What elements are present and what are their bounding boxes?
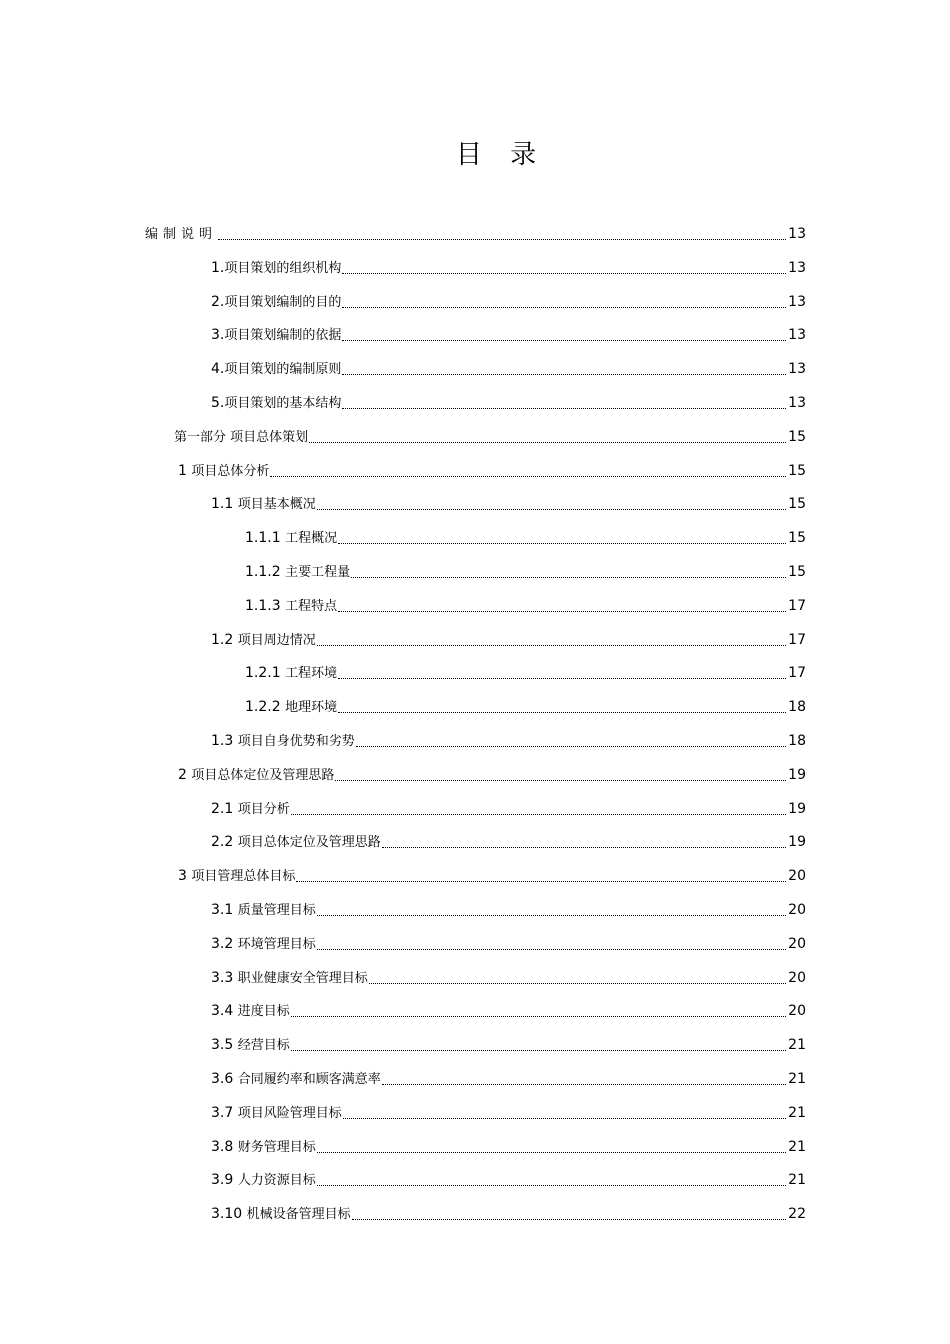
- toc-entry[interactable]: [211, 828, 806, 856]
- toc-entry[interactable]: [211, 1031, 806, 1059]
- toc-entry[interactable]: [174, 423, 806, 451]
- toc-entry-text: 地理环境: [285, 700, 338, 716]
- toc-dot-leader: [342, 307, 786, 308]
- toc-entry-number: 3.10: [211, 1206, 247, 1223]
- toc-page-number: 15: [788, 462, 806, 479]
- toc-page-number: 18: [788, 733, 806, 749]
- toc-entry-label: [211, 321, 342, 350]
- toc-dot-leader: [317, 915, 786, 916]
- toc-entry-text: 项目总体分析: [191, 463, 270, 479]
- toc-entry-text: 项目基本概况: [237, 497, 316, 513]
- toc-entry[interactable]: [211, 795, 806, 823]
- toc-dot-leader: [338, 543, 786, 544]
- toc-page-number: 18: [788, 699, 806, 716]
- toc-entry-label: [211, 1200, 352, 1229]
- toc-dot-leader: [369, 983, 786, 984]
- toc-entry-text: 第一部分 项目总体策划: [174, 429, 309, 445]
- toc-entry-label: [174, 423, 309, 452]
- toc-dot-leader: [352, 1219, 787, 1220]
- toc-dot-leader: [291, 1016, 786, 1017]
- toc-entry-text: 环境管理目标: [237, 936, 316, 952]
- toc-entry[interactable]: [211, 1200, 806, 1228]
- toc-entry-text: 工程特点: [285, 598, 338, 614]
- toc-entry[interactable]: [178, 761, 806, 789]
- toc-entry-label: [211, 795, 291, 824]
- toc-page-number: 21: [788, 1138, 806, 1155]
- toc-dot-leader: [296, 881, 786, 882]
- toc-page-number: 13: [788, 259, 806, 276]
- toc-entry[interactable]: [211, 727, 806, 755]
- toc-dot-leader: [382, 1084, 786, 1085]
- toc-entry-label: [211, 896, 317, 925]
- toc-entry-number: 1.1: [211, 496, 238, 513]
- toc-dot-leader: [309, 442, 786, 443]
- toc-page-number: 21: [788, 1172, 806, 1189]
- toc-entry-text: 机械设备管理目标: [246, 1207, 351, 1223]
- toc-entry-text: 项目管理总体目标: [191, 869, 296, 885]
- toc-entry-number: 3.: [211, 327, 225, 344]
- toc-entry-label: [178, 457, 270, 486]
- toc-entry-label: [211, 288, 342, 317]
- toc-dot-leader: [382, 847, 786, 848]
- toc-entry[interactable]: [211, 626, 806, 654]
- toc-entry[interactable]: [211, 930, 806, 958]
- toc-entry-text: 经营目标: [237, 1038, 290, 1054]
- toc-entry-label: [245, 558, 351, 587]
- toc-dot-leader: [317, 1152, 786, 1153]
- toc-page-number: 17: [788, 631, 806, 648]
- toc-entry-text: 质量管理目标: [237, 903, 316, 918]
- toc-entry-label: [211, 997, 291, 1026]
- toc-entry-number: 3.7: [211, 1104, 238, 1121]
- toc-entry-label: [245, 659, 338, 688]
- toc-entry-text: 项目策划的组织机构: [224, 260, 342, 276]
- toc-dot-leader: [342, 374, 786, 375]
- toc-entry-number: 1.1.2: [245, 564, 286, 580]
- toc-entry-label: [211, 490, 317, 519]
- toc-page-number: 20: [788, 868, 806, 885]
- toc-entry[interactable]: [211, 1166, 806, 1194]
- toc-entry[interactable]: [245, 659, 806, 687]
- toc-dot-leader: [351, 577, 786, 578]
- toc-entry-text: 项目策划的编制原则: [224, 362, 342, 378]
- toc-entry-number: 2.1: [211, 800, 238, 817]
- toc-entry[interactable]: [245, 592, 806, 620]
- toc-entry-label: [211, 1133, 317, 1162]
- toc-entry-number: 3.4: [211, 1003, 238, 1020]
- toc-page-number: 20: [788, 902, 806, 918]
- toc-dot-leader: [342, 273, 786, 274]
- toc-entry-number: 3.6: [211, 1071, 238, 1087]
- toc-entry-label: [211, 626, 317, 655]
- toc-entry-label: [211, 1166, 317, 1195]
- toc-dot-leader: [317, 509, 786, 510]
- toc-entry[interactable]: [178, 862, 806, 890]
- toc-entry-text: 项目总体定位及管理思路: [237, 835, 381, 851]
- toc-entry-text: 项目总体定位及管理思路: [191, 767, 335, 783]
- toc-entry-text: 项目自身优势和劣势: [237, 734, 355, 749]
- toc-entry[interactable]: [211, 321, 806, 349]
- toc-page-number: 17: [788, 597, 806, 614]
- toc-entry-label: [245, 592, 338, 621]
- toc-page-number: 20: [788, 1003, 806, 1020]
- toc-entry-number: 3.9: [211, 1172, 238, 1189]
- toc-page-number: 15: [788, 530, 806, 547]
- toc-entry-number: 1.1.3: [245, 597, 286, 614]
- toc-dot-leader: [270, 476, 786, 477]
- toc-entry[interactable]: [211, 288, 806, 316]
- toc-entry-label: [211, 964, 369, 993]
- toc-entry[interactable]: [178, 457, 806, 485]
- toc-entry[interactable]: [211, 997, 806, 1025]
- toc-dot-leader: [338, 678, 786, 679]
- toc-page-number: 13: [788, 395, 806, 411]
- toc-entry-text: 项目策划的基本结构: [224, 396, 342, 411]
- toc-entry-number: 1.2.1: [245, 665, 286, 682]
- toc-entry[interactable]: [145, 220, 806, 248]
- toc-entry-label: [245, 693, 338, 722]
- toc-page-number: 15: [788, 428, 806, 445]
- toc-entry-number: 5.: [211, 395, 225, 411]
- toc-entry-text: 人力资源目标: [237, 1173, 316, 1189]
- toc-dot-leader: [291, 814, 786, 815]
- toc-dot-leader: [338, 712, 786, 713]
- toc-entry-number: 3.5: [211, 1037, 238, 1054]
- toc-entry-label: [245, 524, 338, 553]
- toc-page-number: 22: [788, 1206, 806, 1223]
- toc-page-number: 20: [788, 935, 806, 952]
- toc-entry[interactable]: [245, 558, 806, 586]
- toc-entry-text: 项目策划编制的目的: [224, 294, 342, 310]
- toc-entry-number: 2: [178, 766, 192, 783]
- toc-entry[interactable]: [211, 1099, 806, 1127]
- toc-entry-text: 编制说明: [145, 227, 218, 242]
- toc-entry-number: 2.: [211, 293, 225, 310]
- toc-page-number: 15: [788, 564, 806, 580]
- toc-page-number: 20: [788, 969, 806, 986]
- toc-entry[interactable]: [211, 896, 806, 924]
- toc-entry-number: 1: [178, 462, 192, 479]
- toc-entry-text: 项目周边情况: [237, 632, 316, 648]
- toc-page-number: 21: [788, 1071, 806, 1087]
- toc-entry[interactable]: [211, 355, 806, 383]
- toc-dot-leader: [356, 746, 786, 747]
- toc-dot-leader: [343, 1118, 786, 1119]
- toc-entry[interactable]: [245, 693, 806, 721]
- toc-dot-leader: [317, 1185, 786, 1186]
- toc-dot-leader: [317, 949, 786, 950]
- toc-page-number: 21: [788, 1104, 806, 1121]
- toc-entry-label: [145, 220, 218, 249]
- toc-entry-text: 合同履约率和顾客满意率: [237, 1072, 381, 1087]
- toc-entry-number: 1.2.2: [245, 699, 286, 716]
- toc-entry-label: [211, 828, 382, 857]
- toc-entry-text: 项目分析: [237, 801, 290, 817]
- toc-entry-number: 3: [178, 868, 192, 885]
- toc-entry[interactable]: [211, 964, 806, 992]
- toc-entry-text: 职业健康安全管理目标: [237, 970, 368, 986]
- toc-dot-leader: [218, 239, 786, 240]
- toc-page-number: 21: [788, 1037, 806, 1054]
- toc-entry-number: 1.3: [211, 733, 238, 749]
- toc-entry-label: [211, 727, 356, 756]
- toc-entry-label: [211, 355, 342, 384]
- toc-entry[interactable]: [211, 490, 806, 518]
- toc-dot-leader: [338, 611, 786, 612]
- toc-page-number: 19: [788, 800, 806, 817]
- toc-entry-number: 3.8: [211, 1138, 238, 1155]
- toc-entry-number: 3.2: [211, 935, 238, 952]
- toc-dot-leader: [342, 408, 786, 409]
- toc-dot-leader: [317, 645, 786, 646]
- toc-entry-text: 项目策划编制的依据: [224, 328, 342, 344]
- toc-entry-text: 进度目标: [237, 1004, 290, 1020]
- toc-dot-leader: [335, 780, 786, 781]
- toc-page-number: 15: [788, 496, 806, 513]
- toc-entry-text: 工程环境: [285, 666, 338, 682]
- toc-entry-number: 1.1.1: [245, 530, 286, 547]
- toc-page-number: 13: [788, 327, 806, 344]
- toc-page-number: 13: [788, 226, 806, 242]
- toc-entry-number: 4.: [211, 361, 225, 378]
- toc-entry-text: 主要工程量: [285, 565, 351, 580]
- toc-dot-leader: [291, 1050, 786, 1051]
- toc-entry-label: [178, 862, 296, 891]
- toc-entry-label: [211, 1099, 343, 1128]
- toc-entry-label: [211, 1031, 291, 1060]
- toc-entry-text: 项目风险管理目标: [237, 1105, 342, 1121]
- toc-title: 目 录: [455, 140, 547, 170]
- toc-entry-label: [211, 930, 317, 959]
- toc-entry[interactable]: [245, 524, 806, 552]
- toc-entry-number: 3.1: [211, 902, 238, 918]
- toc-page-number: 19: [788, 766, 806, 783]
- toc-entry[interactable]: [211, 254, 806, 282]
- toc-dot-leader: [342, 340, 786, 341]
- toc-entry-label: [178, 761, 335, 790]
- toc-entry-number: 2.2: [211, 834, 238, 851]
- toc-entry[interactable]: [211, 1133, 806, 1161]
- toc-entry-label: [211, 254, 342, 283]
- toc-entry-number: 1.2: [211, 631, 238, 648]
- toc-page-number: 19: [788, 834, 806, 851]
- toc-entry-label: [211, 389, 342, 418]
- toc-entry-label: [211, 1065, 382, 1094]
- toc-entry-text: 工程概况: [285, 531, 338, 547]
- toc-page-number: 13: [788, 293, 806, 310]
- toc-entry-text: 财务管理目标: [237, 1139, 316, 1155]
- toc-entry[interactable]: [211, 389, 806, 417]
- toc-entry[interactable]: [211, 1065, 806, 1093]
- toc-page-number: 17: [788, 665, 806, 682]
- toc-entry-number: 3.3: [211, 969, 238, 986]
- toc-page-number: 13: [788, 361, 806, 378]
- toc-entry-number: 1.: [211, 259, 225, 276]
